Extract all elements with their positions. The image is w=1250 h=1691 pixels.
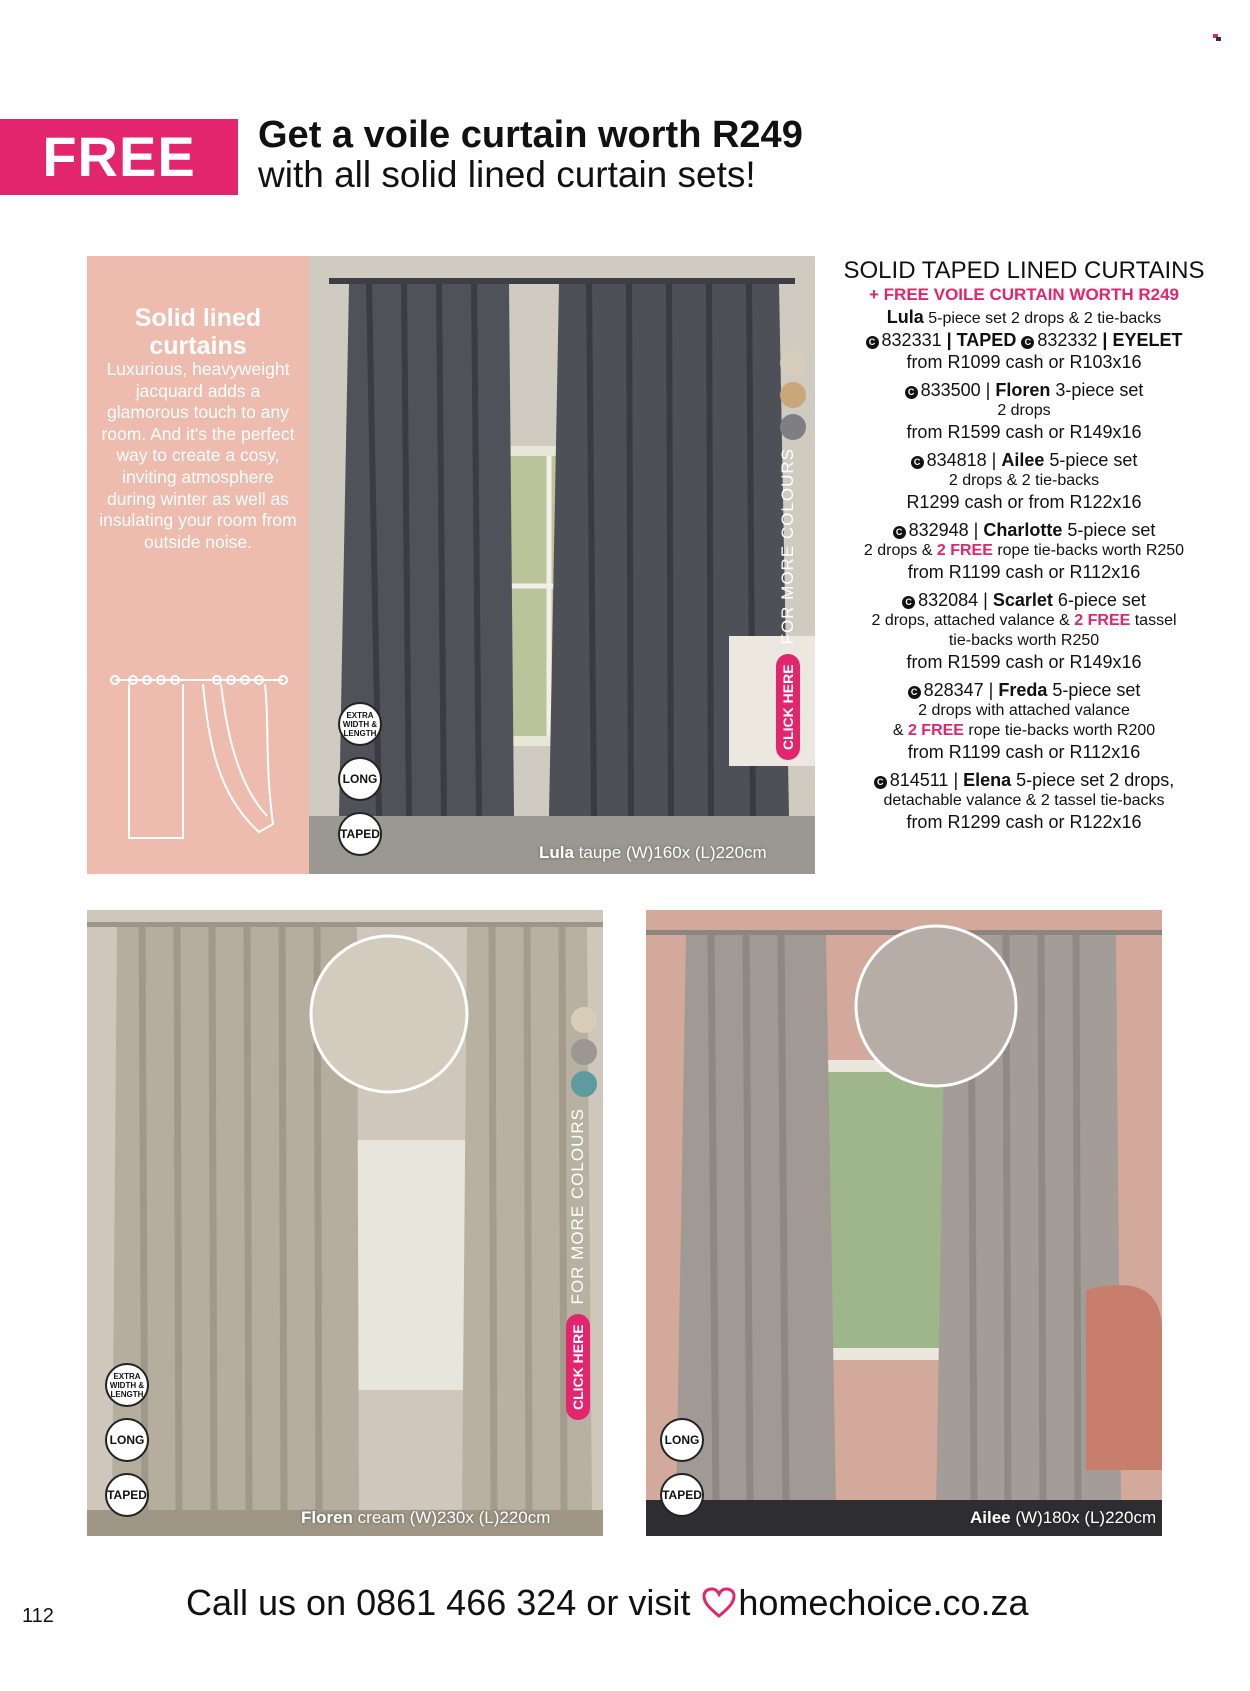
long-badge: LONG: [105, 1418, 149, 1462]
product-option: | EYELET: [1097, 330, 1183, 350]
product-option: | TAPED: [941, 330, 1022, 350]
swatch-lula-3[interactable]: [780, 414, 806, 440]
floren-caption: [301, 1508, 550, 1528]
product-desc: 2 drops: [997, 402, 1051, 419]
catalogue-code-icon: C: [1021, 336, 1034, 349]
taped-badge: TAPED: [338, 812, 382, 856]
promo-title: Get a voile curtain worth R249: [258, 114, 803, 156]
product-code: 832331: [881, 330, 942, 350]
product-desc: 2 drops & 2 tie-backs: [948, 472, 1100, 489]
product-desc: 2 drops with attached valance: [918, 702, 1130, 719]
swatch-floren-1[interactable]: [571, 1007, 597, 1033]
heart-icon: [702, 1587, 736, 1619]
product-code: 828347: [923, 680, 984, 700]
product-name: Ailee: [1001, 450, 1045, 470]
floren-curtain-image: [87, 910, 603, 1536]
floren-caption-size: cream (W)230x (L)220cm: [352, 1508, 551, 1527]
ailee-caption-name: Ailee: [970, 1508, 1011, 1527]
product-freda[interactable]: C 828347 | Freda 5-piece set 2 drops with attached valance & 2 FREE rope tie-backs worth R200 from R1199 cash or R112x16: [818, 679, 1230, 763]
product-code: 834818: [926, 450, 987, 470]
product-name: Scarlet: [992, 590, 1053, 610]
product-code: 832948: [908, 520, 969, 540]
intro-heading-line2: curtains: [149, 332, 247, 360]
click-here-button[interactable]: CLICK HERE: [566, 1314, 590, 1420]
lula-caption: [539, 843, 767, 863]
product-name: Charlotte: [983, 520, 1063, 540]
footer-contact: [186, 1582, 1029, 1624]
intro-panel: [87, 256, 309, 874]
catalogue-code-icon: C: [902, 596, 915, 609]
lula-caption-size: taupe (W)160x (L)220cm: [573, 843, 767, 862]
taped-badge: TAPED: [660, 1473, 704, 1517]
free-banner: FREE: [0, 119, 238, 195]
product-price: from R1299 cash or R122x16: [906, 812, 1142, 832]
product-code: 832332: [1037, 330, 1098, 350]
more-colours-label: FOR MORE COLOURS: [778, 448, 797, 645]
corner-mark-icon: [1213, 34, 1221, 41]
free-highlight: 2 FREE: [907, 722, 964, 739]
free-highlight: 2 FREE: [1074, 612, 1131, 629]
floren-caption-name: Floren: [301, 1508, 353, 1527]
click-here-button[interactable]: CLICK HERE: [776, 654, 800, 760]
free-voile-note: + FREE VOILE CURTAIN WORTH R249: [869, 285, 1179, 304]
product-floren[interactable]: C 833500 | Floren 3-piece set 2 drops from R1599 cash or R149x16: [818, 379, 1230, 443]
product-price: from R1199 cash or R112x16: [907, 562, 1141, 582]
page-number: 112: [22, 1605, 54, 1627]
intro-heading: [87, 304, 309, 360]
ailee-curtain-image: [646, 910, 1162, 1536]
product-pieces: 5-piece set: [1044, 450, 1138, 470]
product-desc: rope tie-backs worth R250: [992, 542, 1185, 559]
swatch-floren-2[interactable]: [571, 1039, 597, 1065]
catalogue-code-icon: C: [908, 686, 921, 699]
promo-subtitle: with all solid lined curtain sets!: [258, 154, 756, 195]
product-price: from R1199 cash or R112x16: [907, 742, 1141, 762]
extra-width-badge: EXTRA WIDTH & LENGTH: [105, 1363, 149, 1407]
product-desc: 5-piece set 2 drops & 2 tie-backs: [923, 310, 1162, 327]
call-text: Call us on 0861 466 324 or visit: [186, 1582, 701, 1623]
catalogue-code-icon: C: [866, 336, 879, 349]
product-elena[interactable]: C 814511 | Elena 5-piece set 2 drops, detachable valance & 2 tassel tie-backs from R1299 cash or R122x16: [818, 769, 1230, 833]
product-name: Elena: [963, 770, 1012, 790]
product-price: from R1099 cash or R103x16: [906, 352, 1142, 372]
swatch-lula-2[interactable]: [780, 382, 806, 408]
website-link[interactable]: homechoice.co.za: [738, 1582, 1029, 1623]
intro-heading-line1: Solid lined: [134, 304, 262, 332]
product-desc: rope tie-backs worth R200: [963, 722, 1156, 739]
product-pieces: 3-piece set: [1050, 380, 1144, 400]
catalogue-code-icon: C: [874, 776, 887, 789]
product-charlotte[interactable]: C 832948 | Charlotte 5-piece set 2 drops & 2 FREE rope tie-backs worth R250 from R1199 cash or R112x16: [818, 519, 1230, 583]
lula-colour-tab[interactable]: [776, 448, 800, 760]
product-price: R1299 cash or from R122x16: [906, 492, 1142, 512]
product-ailee[interactable]: C 834818 | Ailee 5-piece set 2 drops & 2 tie-backs R1299 cash or from R122x16: [818, 449, 1230, 513]
catalogue-code-icon: C: [893, 526, 906, 539]
long-badge: LONG: [660, 1418, 704, 1462]
swatch-floren-3[interactable]: [571, 1071, 597, 1097]
product-pieces: 5-piece set 2 drops,: [1011, 770, 1175, 790]
product-scarlet[interactable]: C 832084 | Scarlet 6-piece set 2 drops, attached valance & 2 FREE tassel tie-backs worth R250 from R1599 cash or R149x16: [818, 589, 1230, 673]
lula-curtain-image: [309, 256, 815, 874]
lula-caption-name: Lula: [539, 843, 574, 862]
product-code: 833500: [920, 380, 981, 400]
long-badge: LONG: [338, 757, 382, 801]
ailee-curtain-photo: [646, 910, 1162, 1536]
product-code: 832084: [918, 590, 979, 610]
product-price: from R1599 cash or R149x16: [906, 422, 1142, 442]
curtain-illustration-icon: [109, 666, 289, 844]
product-list: [818, 258, 1230, 833]
extra-width-badge: EXTRA WIDTH & LENGTH: [338, 702, 382, 746]
lula-curtain-photo: [309, 256, 815, 874]
product-pieces: 5-piece set: [1047, 680, 1141, 700]
swatch-lula-1[interactable]: [780, 350, 806, 376]
product-desc: detachable valance & 2 tassel tie-backs: [883, 792, 1165, 809]
floren-colour-tab[interactable]: [566, 1108, 590, 1420]
product-name: Floren: [995, 380, 1051, 400]
floren-curtain-photo: [87, 910, 603, 1536]
product-desc: tassel: [1130, 612, 1177, 629]
more-colours-label: FOR MORE COLOURS: [568, 1108, 587, 1305]
product-price: from R1599 cash or R149x16: [906, 652, 1142, 672]
product-name: Freda: [998, 680, 1048, 700]
product-pieces: 6-piece set: [1052, 590, 1146, 610]
product-code: 814511: [889, 770, 949, 790]
product-lula[interactable]: [818, 307, 1230, 373]
product-name: Lula: [886, 307, 924, 327]
intro-body: Luxurious, heavyweight jacquard adds a glamorous touch to any room. And it's the perfect way to create a cosy, inviting atmosphere during winter as well as insulating your room from outside noise.: [99, 359, 297, 552]
taped-badge: TAPED: [105, 1473, 149, 1517]
product-desc: 2 drops, attached valance &: [871, 612, 1075, 629]
product-desc: &: [892, 722, 908, 739]
free-highlight: 2 FREE: [936, 542, 993, 559]
product-pieces: 5-piece set: [1062, 520, 1156, 540]
product-list-title: SOLID TAPED LINED CURTAINS: [843, 257, 1205, 284]
ailee-caption-size: (W)180x (L)220cm: [1010, 1508, 1157, 1527]
product-desc: 2 drops &: [863, 542, 937, 559]
product-desc: tie-backs worth R250: [948, 632, 1100, 649]
catalogue-code-icon: C: [911, 456, 924, 469]
catalogue-code-icon: C: [905, 386, 918, 399]
ailee-caption: [970, 1508, 1156, 1528]
